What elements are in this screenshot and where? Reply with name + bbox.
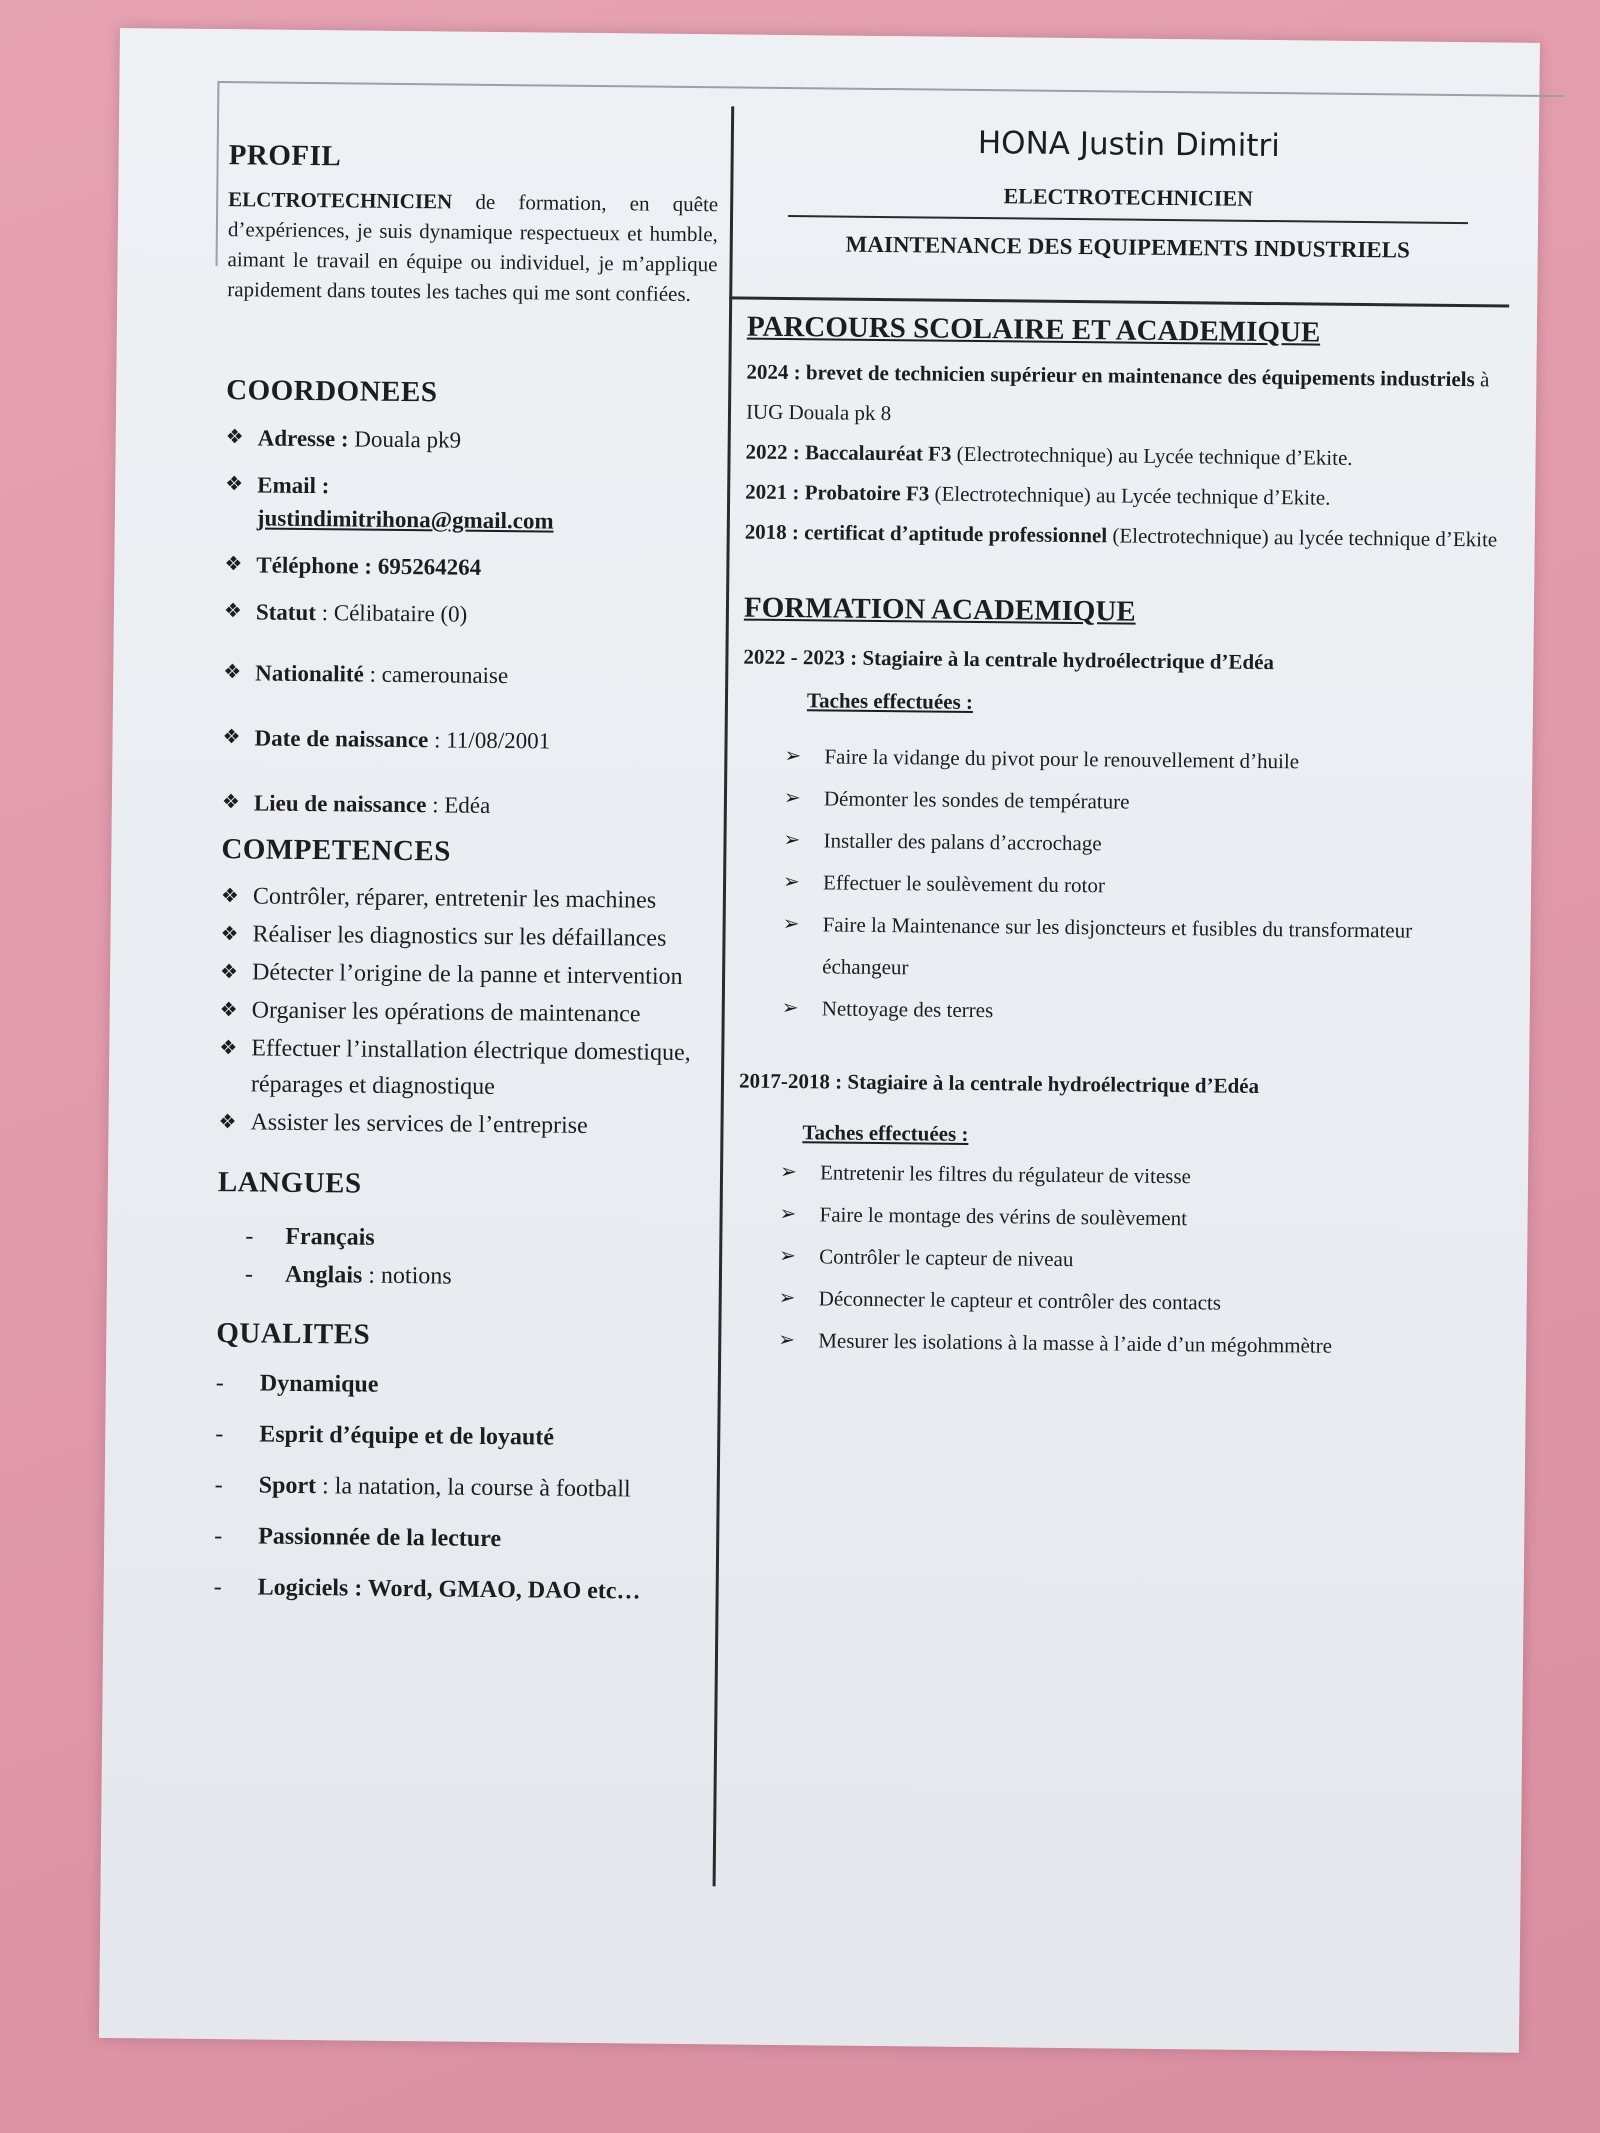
task-item: ➢ Entretenir les filtres du régulateur de vitesse: [780, 1151, 1498, 1201]
competences-section: [218, 833, 711, 1145]
competences-title: COMPETENCES: [221, 833, 452, 868]
parcours-item: 2021 : Probatoire F3 (Electrotechnique) au Lycée technique d’Ekite.: [745, 479, 1331, 510]
task-item: ➢ Déconnecter le capteur et contrôler des contacts: [779, 1277, 1497, 1327]
formation-title: FORMATION ACADEMIQUE: [743, 591, 1136, 628]
profil-body: de formation, en quête d’expériences, je suis dynamique respectueux et humble, aimant le travail en équipe ou individuel, je m’applique rapidement dans toutes les taches qui me sont confiées.: [227, 189, 719, 306]
langues-title: LANGUES: [217, 1166, 362, 1200]
tasks-list: [740, 735, 1503, 1037]
diamond-bullet-icon: ❖: [225, 426, 244, 449]
coord-item-telephone: ❖ Téléphone : 695264264: [224, 548, 714, 586]
arrow-bullet-icon: ➢: [779, 1202, 797, 1226]
langues-list: [217, 1217, 708, 1298]
tasks-list: [736, 1151, 1498, 1369]
tasks-heading: Taches effectuées :: [802, 1120, 969, 1146]
coord-item-statut: ❖ Statut : Célibataire (0): [224, 595, 714, 633]
diamond-bullet-icon: ❖: [219, 1037, 238, 1060]
task-item: ➢ Faire la Maintenance sur les disjoncteurs et fusibles du transformateur échangeur: [782, 903, 1501, 995]
competences-list: [218, 878, 711, 1145]
tasks-heading: Taches effectuées :: [806, 688, 974, 714]
stage-heading: 2017-2018 : Stagiaire à la centrale hydroélectrique d’Edéa: [738, 1068, 1260, 1098]
task-item: ➢ Nettoyage des terres: [782, 987, 1500, 1037]
task-item: ➢ Effectuer le soulèvement du rotor: [783, 861, 1501, 911]
qualite-item: - Passionnée de la lecture: [214, 1519, 704, 1558]
profil-title: PROFIL: [228, 139, 342, 173]
frame-left-line: [216, 81, 220, 266]
qualite-item: - Dynamique: [216, 1366, 706, 1405]
task-item: ➢ Installer des palans d’accrochage: [783, 819, 1501, 869]
dash-bullet-icon: -: [213, 1574, 222, 1601]
competence-item: ❖ Assister les services de l’entreprise: [218, 1104, 708, 1145]
competence-item: ❖ Organiser les opérations de maintenance: [220, 992, 710, 1033]
competence-item: ❖ Effectuer l’installation électrique domestique, réparages et diagnostique: [219, 1030, 710, 1107]
left-column: [213, 139, 718, 1626]
parcours-item: 2018 : certificat d’aptitude professionnel (Electrotechnique) au lycée technique d’Ekite: [744, 519, 1498, 552]
arrow-bullet-icon: ➢: [784, 744, 802, 768]
diamond-bullet-icon: ❖: [223, 600, 242, 623]
diamond-bullet-icon: ❖: [220, 961, 239, 984]
coord-item-adresse: ❖ Adresse : Douala pk9: [226, 421, 716, 459]
arrow-bullet-icon: ➢: [783, 828, 801, 852]
arrow-bullet-icon: ➢: [783, 786, 801, 810]
dash-bullet-icon: -: [214, 1523, 223, 1550]
coordonnees-list: [222, 421, 716, 824]
arrow-bullet-icon: ➢: [782, 870, 800, 894]
diamond-bullet-icon: ❖: [224, 553, 243, 576]
candidate-role: ELECTROTECHNICIEN: [1003, 183, 1254, 211]
qualites-title: QUALITES: [216, 1317, 371, 1351]
arrow-bullet-icon: ➢: [779, 1160, 797, 1184]
qualites-section: [214, 1317, 707, 1609]
diamond-bullet-icon: ❖: [220, 923, 239, 946]
coord-item-nationalite: ❖ Nationalité : camerounaise: [223, 656, 713, 694]
qualites-list: [214, 1366, 706, 1609]
coordonnees-section: [222, 374, 717, 824]
task-item: ➢ Faire la vidange du pivot pour le renouvellement d’huile: [784, 735, 1502, 785]
dash-bullet-icon: -: [215, 1370, 224, 1397]
candidate-name: HONA Justin Dimitri: [977, 124, 1280, 165]
parcours-section: [745, 311, 1507, 560]
dash-bullet-icon: -: [244, 1261, 254, 1288]
langues-section: [217, 1166, 708, 1298]
formation-section: [736, 592, 1504, 1369]
profil-text: [227, 184, 718, 309]
diamond-bullet-icon: ❖: [225, 473, 244, 496]
task-item: ➢ Démonter les sondes de température: [784, 777, 1502, 827]
cv-paper-sheet: [99, 28, 1540, 2053]
profil-bold-word: ELCTROTECHNICIEN: [228, 187, 453, 214]
email-link[interactable]: justindimitrihona@gmail.com: [256, 505, 554, 534]
coord-item-email: ❖ Email : justindimitrihona@gmail.com: [225, 468, 716, 539]
profil-section: [227, 139, 719, 309]
parcours-list: [745, 352, 1507, 560]
langue-item: - Anglais : notions: [245, 1255, 707, 1298]
competence-item: ❖ Contrôler, réparer, entretenir les machines: [221, 878, 711, 919]
diamond-bullet-icon: ❖: [223, 661, 242, 684]
dash-bullet-icon: -: [245, 1223, 254, 1250]
parcours-item: 2024 : brevet de technicien supérieur en maintenance des équipements industriels à IUG Douala pk 8: [745, 359, 1490, 426]
dash-bullet-icon: -: [214, 1472, 223, 1499]
diamond-bullet-icon: ❖: [222, 726, 241, 749]
task-item: ➢ Contrôler le capteur de niveau: [779, 1235, 1497, 1285]
right-column: [736, 123, 1509, 1369]
langue-item: - Français: [245, 1217, 707, 1260]
parcours-title: PARCOURS SCOLAIRE ET ACADEMIQUE: [746, 310, 1321, 349]
arrow-bullet-icon: ➢: [778, 1286, 796, 1310]
role-underline: [788, 215, 1468, 224]
coordonnees-title: COORDONEES: [226, 374, 438, 409]
competence-item: ❖ Détecter l’origine de la panne et intervention: [220, 954, 710, 995]
qualite-item: - Sport : la natation, la course à football: [215, 1468, 705, 1507]
arrow-bullet-icon: ➢: [781, 996, 799, 1020]
arrow-bullet-icon: ➢: [782, 912, 800, 936]
coord-item-date-naissance: ❖ Date de naissance : 11/08/2001: [222, 721, 712, 759]
diamond-bullet-icon: ❖: [221, 791, 240, 814]
competence-item: ❖ Réaliser les diagnostics sur les défaillances: [220, 916, 710, 957]
diamond-bullet-icon: ❖: [219, 999, 238, 1022]
diamond-bullet-icon: ❖: [220, 885, 239, 908]
arrow-bullet-icon: ➢: [779, 1244, 797, 1268]
qualite-item: - Logiciels : Word, GMAO, DAO etc…: [214, 1570, 704, 1609]
task-item: ➢ Faire le montage des vérins de soulèvement: [779, 1193, 1497, 1243]
coord-item-lieu-naissance: ❖ Lieu de naissance : Edéa: [222, 786, 712, 824]
dash-bullet-icon: -: [215, 1421, 224, 1448]
parcours-item: 2022 : Baccalauréat F3 (Electrotechnique) au Lycée technique d’Ekite.: [745, 439, 1353, 470]
stage-heading: 2022 - 2023 : Stagiaire à la centrale hydroélectrique d’Edéa: [743, 644, 1275, 675]
candidate-specialty: MAINTENANCE DES EQUIPEMENTS INDUSTRIELS: [845, 231, 1411, 263]
qualite-item: - Esprit d’équipe et de loyauté: [215, 1417, 705, 1456]
frame-top-line: [219, 81, 1564, 97]
arrow-bullet-icon: ➢: [778, 1328, 796, 1352]
diamond-bullet-icon: ❖: [218, 1111, 237, 1134]
task-item: ➢ Mesurer les isolations à la masse à l’aide d’un mégohmmètre: [778, 1319, 1496, 1369]
